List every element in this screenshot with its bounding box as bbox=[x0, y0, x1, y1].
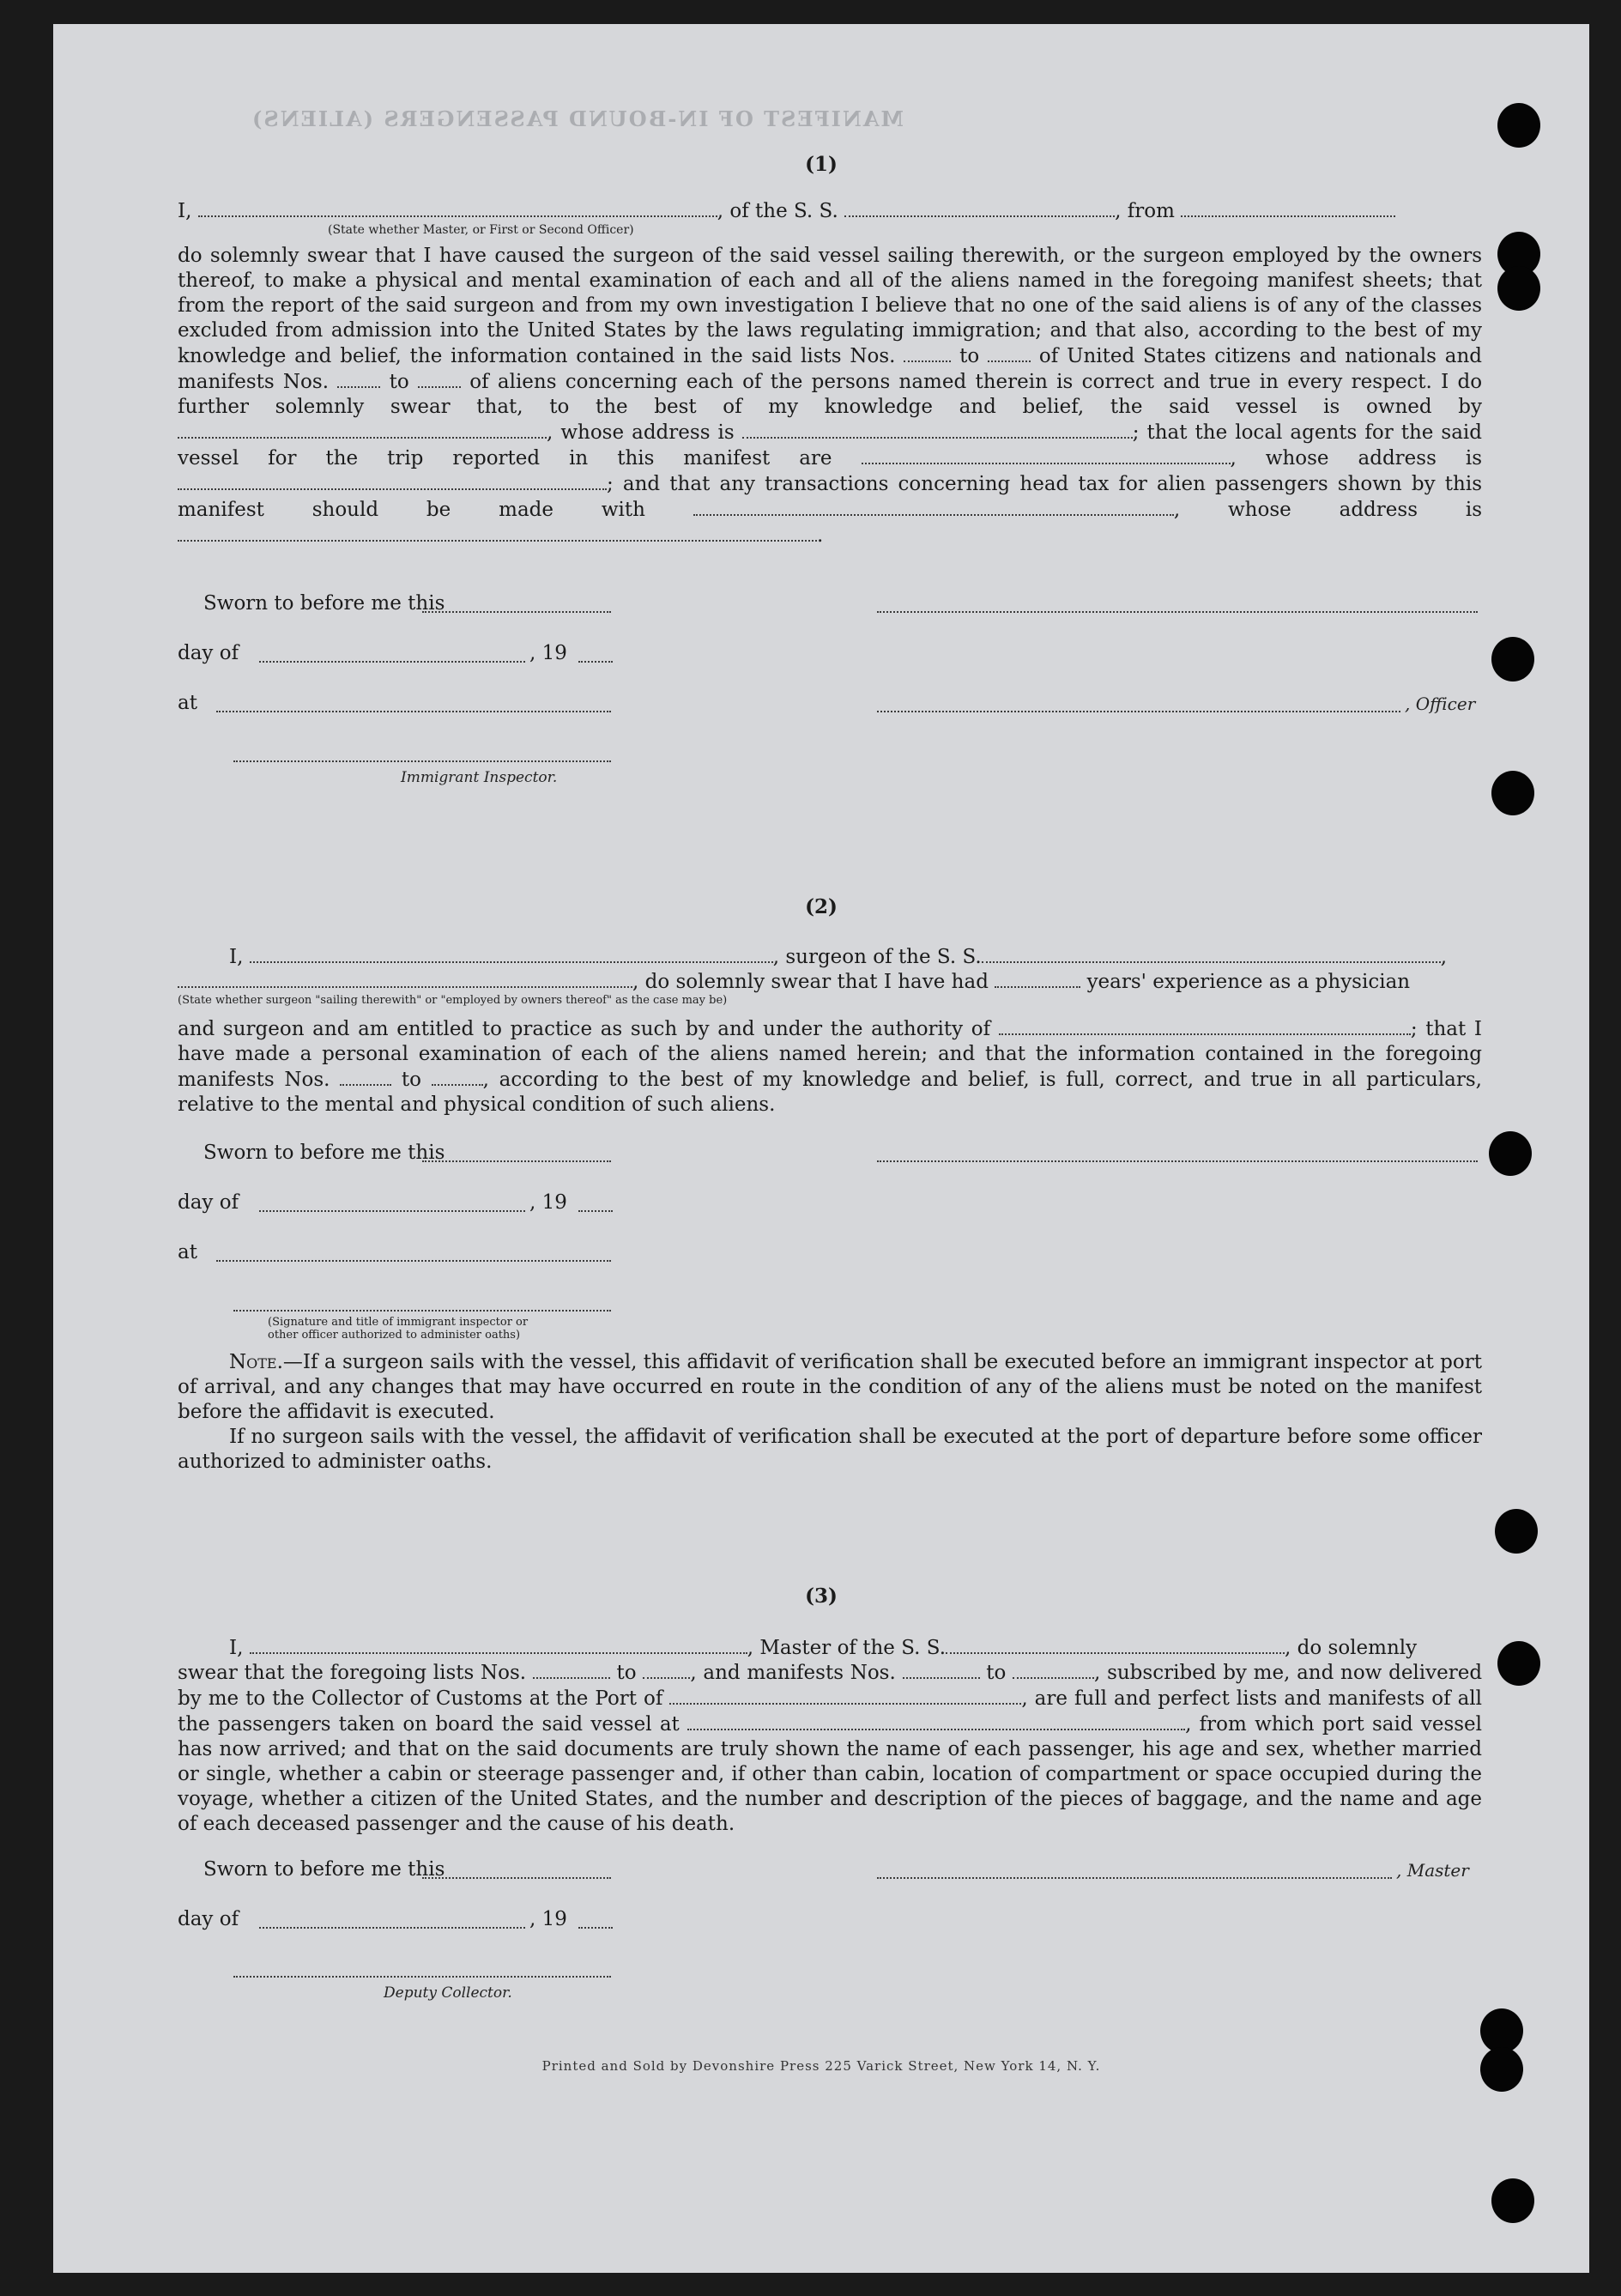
master-label: , Master bbox=[1396, 1860, 1469, 1881]
master-name-field[interactable] bbox=[250, 1635, 747, 1654]
years-experience-field[interactable] bbox=[995, 969, 1080, 988]
at-place-field[interactable] bbox=[216, 711, 611, 712]
surgeon-of-ss-label: , surgeon of the S. S. bbox=[772, 946, 982, 968]
sworn-date-field[interactable] bbox=[422, 1160, 611, 1162]
day-of-field[interactable] bbox=[259, 1927, 525, 1929]
to-label: to bbox=[616, 1662, 637, 1684]
master-signature-field[interactable] bbox=[877, 1877, 1392, 1879]
surgeon-signature-field[interactable] bbox=[877, 1160, 1478, 1162]
manifests-from-field[interactable] bbox=[337, 369, 380, 388]
year-label: , 19 bbox=[529, 1191, 567, 1214]
surgeon-name-field[interactable] bbox=[250, 944, 773, 963]
master-text-4: port said vessel has now arrived; and that on the said documents are truly shown the name of each passenger, his age and sex, whether married or single, whether a cabin or steerage passenger and, if other than cabin, location of compartment or space occupied during the voyage, whether a citizen of the United States, and the number and description of the pieces of baggage, and the name and age of each deceased passenger and the cause of his death. bbox=[178, 1713, 1483, 1835]
punch-hole-icon bbox=[1497, 1641, 1540, 1686]
oath-text-4: that the local agents for the said vessel for the trip reported in this manifest are bbox=[178, 421, 1483, 469]
punch-hole-icon bbox=[1491, 771, 1534, 815]
owner-address-field[interactable] bbox=[742, 420, 1133, 439]
oath-text-1: do solemnly swear that I have caused the surgeon of the said vessel sailing therewith, or the surgeon employed by the owners thereof, to make a physical and mental examination of each and all of the aliens named in the foregoing manifest sheets; that from the report of the said surgeon and from my own investigation I believe that no one of the said aliens is of any of the classes excluded from admission into the United States by the laws regulating immigration; and that also, according to the best of my knowledge and belief, the information contained in the said lists Nos. bbox=[178, 245, 1482, 367]
sworn-label: Sworn to before me this bbox=[203, 592, 445, 615]
whose-address-label: whose address is bbox=[1265, 447, 1482, 469]
witness-signature-field[interactable] bbox=[233, 1310, 611, 1312]
port-of-arrival-field[interactable] bbox=[669, 1686, 1021, 1705]
section-3-oath-paragraph bbox=[178, 1660, 1482, 1837]
year-field[interactable] bbox=[578, 1927, 613, 1929]
head-tax-party-field[interactable] bbox=[693, 497, 1174, 516]
master-manifests-from-field[interactable] bbox=[903, 1660, 980, 1679]
verification-note-2 bbox=[178, 1425, 1482, 1475]
day-of-label: day of bbox=[178, 1191, 239, 1214]
at-label: at bbox=[178, 1241, 197, 1263]
oath-text-5: ; and that any transactions concerning head tax for alien passengers shown by this manifest should be made with bbox=[178, 473, 1482, 521]
local-agents-field[interactable] bbox=[862, 445, 1231, 464]
surgeon-status-field[interactable] bbox=[178, 969, 632, 988]
surgeon-vessel-field[interactable] bbox=[982, 944, 1441, 963]
at-label: at bbox=[178, 692, 197, 714]
from-label: , from bbox=[1115, 200, 1175, 222]
do-solemnly-label: , do solemnly bbox=[1285, 1637, 1418, 1659]
master-lists-from-field[interactable] bbox=[533, 1660, 610, 1679]
immigrant-inspector-label: Immigrant Inspector. bbox=[401, 769, 558, 786]
year-label: , 19 bbox=[529, 1908, 567, 1930]
surgeon-text-3: , according to the best of my knowledge and belief, is full, correct, and true in all particulars, relative to the mental and physical condition of such aliens. bbox=[178, 1069, 1482, 1116]
section-2-oath-paragraph: and surgeon and am entitled to practice as such by and under the authority of ; that I have made a personal examination of each of the aliens named herein; and that the information contained in the foregoing manifests Nos. to , according to the best of my knowledge and belief, is full, correct, and true in all particulars, relative to the mental and physical condition of such aliens. bbox=[178, 1018, 1483, 1116]
to-label: to bbox=[401, 1069, 421, 1091]
surgeon-status-note: (State whether surgeon "sailing therewith" or "employed by owners thereof" as the case may be) bbox=[178, 994, 728, 1007]
i-label: I, bbox=[229, 946, 244, 968]
year-label: , 19 bbox=[529, 642, 567, 664]
punch-hole-icon bbox=[1489, 1131, 1532, 1176]
whose-address-label: , whose address is bbox=[547, 421, 735, 444]
port-of-embarkation-field[interactable] bbox=[687, 1711, 1185, 1730]
from-which-label: , from which bbox=[1185, 1713, 1315, 1736]
oath-text-3: of aliens concerning each of the persons named therein is correct and true in every respect. I do further solemnly swear that, to the best of my knowledge and belief, the said vessel is owned by bbox=[178, 371, 1483, 418]
punch-hole-icon bbox=[1497, 103, 1540, 148]
lists-from-field[interactable] bbox=[904, 343, 951, 362]
lists-to-field[interactable] bbox=[988, 343, 1031, 362]
note-text-2: If no surgeon sails with the vessel, the affidavit of verification shall be executed at the port of departure before some officer authorized to administer oaths. bbox=[178, 1426, 1482, 1473]
punch-hole-icon bbox=[1491, 2178, 1534, 2223]
of-ss-label: , of the S. S. bbox=[717, 200, 838, 222]
head-tax-address-field[interactable] bbox=[178, 523, 817, 542]
master-manifests-to-field[interactable] bbox=[1013, 1660, 1094, 1679]
master-lists-to-field[interactable] bbox=[643, 1660, 690, 1679]
to-label: to bbox=[389, 371, 409, 393]
day-of-label: day of bbox=[178, 642, 239, 664]
officer-name-field[interactable] bbox=[198, 198, 717, 217]
sworn-label: Sworn to before me this bbox=[203, 1142, 445, 1164]
day-of-field[interactable] bbox=[259, 1210, 525, 1212]
printer-footer: Printed and Sold by Devonshire Press 225 Varick Street, New York 14, N. Y. bbox=[541, 2058, 1101, 2074]
section-1-oath-paragraph: do solemnly swear that I have caused the surgeon of the said vessel sailing therewith, or the surgeon employed by the owners thereof, to make a physical and mental examination of each and all of the aliens named in the foregoing manifest sheets; that from the report of the said surgeon and from my own investigation I believe that no one of the said aliens is of any of the classes excluded from admission into the United States by the laws regulating immigration; and that also, according to the best of my knowledge and belief, the information contained in the said lists Nos. to of United States citizens and nationals and manifests Nos. to of aliens concerning each of the persons named therein is correct and true in every respect. I do further solemnly swear that, to the best of my knowledge and belief, the said vessel is owned by , whose address is ; that the local agents for the said vessel for the trip reported in this manifest are , whose address is ; and that any transactions concerning head tax for alien passengers shown by this manifest should be made with , whose address is . bbox=[178, 245, 1483, 547]
to-label: to bbox=[959, 345, 980, 367]
authority-field[interactable] bbox=[999, 1016, 1411, 1035]
sworn-date-field[interactable] bbox=[422, 611, 611, 613]
punch-hole-icon bbox=[1480, 2047, 1523, 2092]
from-port-field[interactable] bbox=[1181, 198, 1395, 217]
and-manifests-label: , and manifests Nos. bbox=[690, 1662, 896, 1684]
section-3-heading: (3) bbox=[805, 1584, 838, 1608]
officer-signature-field[interactable] bbox=[877, 611, 1478, 613]
note-text-1: —If a surgeon sails with the vessel, this affidavit of verification shall be executed before an immigrant inspector at port of arrival, and any changes that may have occurred en route in the condition of any of the aliens must be noted on the manifest before the affidavit is executed. bbox=[178, 1351, 1482, 1423]
vessel-name-field[interactable] bbox=[844, 198, 1115, 217]
manifest-page bbox=[53, 24, 1589, 2273]
oath-text-2: of United States citizens and nationals and manifests Nos. bbox=[178, 345, 1483, 393]
verification-note bbox=[178, 1350, 1482, 1425]
bleed-through-title: MANIFEST OF IN-BOUND PASSENGERS (ALIENS) bbox=[251, 106, 904, 131]
i-label: I, bbox=[178, 200, 192, 222]
note-label: Note. bbox=[229, 1351, 283, 1373]
officer-label: , Officer bbox=[1405, 694, 1476, 714]
manifests-to-field[interactable] bbox=[418, 369, 461, 388]
section-1-heading: (1) bbox=[805, 153, 838, 176]
master-text-3: manifests of all the passengers taken on board the said vessel at bbox=[178, 1687, 1483, 1736]
sworn-label: Sworn to before me this bbox=[203, 1858, 445, 1881]
master-text-1: swear that the foregoing lists Nos. bbox=[178, 1662, 527, 1684]
section-3-line-1 bbox=[178, 1635, 1482, 1661]
day-of-label: day of bbox=[178, 1908, 239, 1930]
master-text-2: delivered by me to the Collector of Customs at the Port of bbox=[178, 1662, 1483, 1710]
day-of-field[interactable] bbox=[259, 661, 525, 663]
subscribed-label: , subscribed by me, and now bbox=[1094, 1662, 1382, 1684]
sworn-date-field[interactable] bbox=[422, 1877, 611, 1879]
punch-hole-icon bbox=[1497, 266, 1540, 311]
master-of-ss-label: , Master of the S. S. bbox=[747, 1637, 947, 1659]
master-vessel-field[interactable] bbox=[946, 1635, 1285, 1654]
punch-hole-icon bbox=[1495, 1509, 1538, 1554]
deputy-collector-label: Deputy Collector. bbox=[384, 1984, 512, 2002]
punch-hole-icon bbox=[1491, 637, 1534, 682]
officer-title-field[interactable] bbox=[877, 711, 1400, 712]
year-field[interactable] bbox=[578, 1210, 613, 1212]
section-2-line-1: I, , surgeon of the S. S. , bbox=[229, 946, 1448, 968]
surgeon-text-1: and surgeon and am entitled to practice as such by and under the authority of bbox=[178, 1018, 991, 1040]
witness-signature-note-1: (Signature and title of immigrant inspector or bbox=[268, 1316, 529, 1329]
section-1-line-1 bbox=[178, 198, 1482, 224]
inspector-signature-field[interactable] bbox=[233, 760, 611, 762]
agents-address-field[interactable] bbox=[178, 471, 607, 490]
owner-field[interactable] bbox=[178, 420, 547, 439]
officer-role-note: (State whether Master, or First or Second Officer) bbox=[328, 223, 634, 237]
witness-signature-note-2: other officer authorized to administer oaths) bbox=[268, 1329, 521, 1342]
surgeon-manifests-from-field[interactable] bbox=[340, 1067, 391, 1086]
section-2-line-2 bbox=[178, 969, 1482, 995]
solemnly-swear-label: , do solemnly swear that I have had bbox=[632, 971, 989, 993]
section-2-heading: (2) bbox=[805, 895, 838, 918]
surgeon-text-2: that I have made a personal examination of each of the aliens named herein; and that the information contained in the foregoing manifests Nos. bbox=[178, 1018, 1483, 1091]
collector-signature-field[interactable] bbox=[233, 1976, 611, 1978]
year-field[interactable] bbox=[578, 661, 613, 663]
i-label: I, bbox=[229, 1637, 244, 1659]
to-label: to bbox=[986, 1662, 1007, 1684]
whose-address-label: , whose address is bbox=[1173, 499, 1483, 521]
years-experience-label: years' experience as a physician bbox=[1086, 971, 1411, 993]
surgeon-manifests-to-field[interactable] bbox=[432, 1067, 483, 1086]
full-perfect-label: , are full and perfect lists and bbox=[1021, 1687, 1322, 1710]
at-place-field[interactable] bbox=[216, 1260, 611, 1262]
